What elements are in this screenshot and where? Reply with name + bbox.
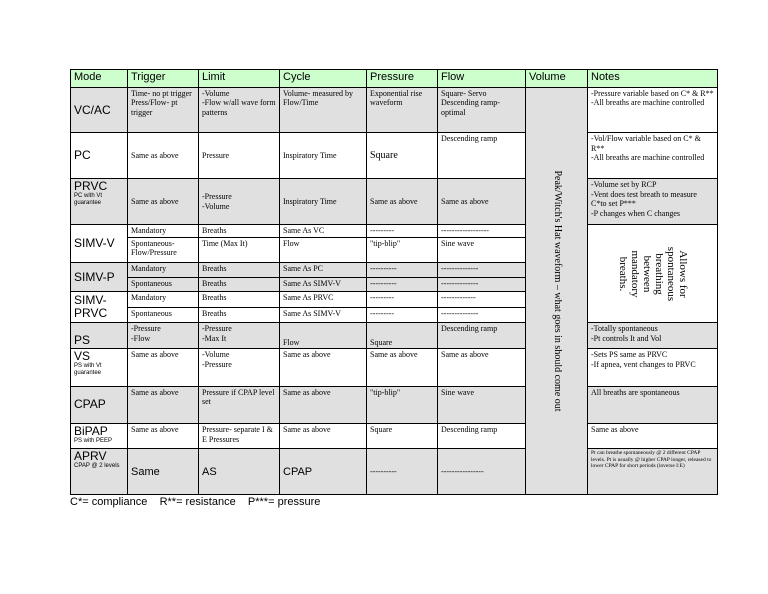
limit-cell: Pressure- separate I & E Pressures: [199, 424, 280, 449]
mode-label: APRV: [74, 449, 107, 464]
trigger-cell: Same as above: [128, 349, 199, 386]
mode-label: VS: [74, 349, 91, 364]
trigger-cell: Spontaneous: [128, 307, 199, 323]
mode-cell: SIMV-P: [71, 262, 128, 291]
row-vs: [71, 349, 718, 386]
notes-cell: Pt can breathe spontaneously @ 2 different CPAP levels. Pt is usually @ higher CPAP longer, released to lower CPAP for short periods (inverse I:E): [588, 449, 718, 495]
pressure-cell: Same as above: [367, 179, 438, 225]
mode-label: BiPAP: [74, 424, 108, 439]
volume-cell: [526, 87, 588, 494]
cycle-cell: Same As PRVC: [280, 292, 367, 308]
limit-cell: Breaths: [199, 262, 280, 277]
pressure-cell: ----------: [367, 262, 438, 277]
notes-cell: Same as above: [588, 424, 718, 449]
cycle-cell: Same as above: [280, 349, 367, 386]
pressure-cell: Square: [367, 424, 438, 449]
header-cycle: Cycle: [280, 70, 367, 88]
pressure-cell: ---------: [367, 307, 438, 323]
notes-cell: All breaths are spontaneous: [588, 386, 718, 423]
limit-cell: Breaths: [199, 292, 280, 308]
cycle-cell: Inspiratory Time: [280, 179, 367, 225]
mode-cell: CPAP: [71, 386, 128, 423]
trigger-cell: Same as above: [128, 424, 199, 449]
mode-cell: [71, 449, 128, 495]
trigger-cell: Spontaneous- Flow/Pressure: [128, 237, 199, 262]
trigger-cell: Spontaneous: [128, 277, 199, 292]
mode-cell: [71, 179, 128, 225]
header-volume: Volume: [526, 70, 588, 88]
row-simvv-1: [71, 224, 718, 237]
trigger-cell: Same: [128, 449, 199, 495]
limit-cell: Breaths: [199, 277, 280, 292]
cycle-cell: Same As PC: [280, 262, 367, 277]
notes-cell: -Volume set by RCP -Vent does test breath to measure C*to set P*** -P changes when C changes: [588, 179, 718, 225]
flow-cell: Sine wave: [438, 237, 526, 262]
limit-cell: AS: [199, 449, 280, 495]
flow-cell: Descending ramp: [438, 133, 526, 179]
cycle-cell: CPAP: [280, 449, 367, 495]
ventilator-modes-table: [70, 69, 718, 495]
trigger-cell: -Pressure -Flow: [128, 323, 199, 349]
header-flow: Flow: [438, 70, 526, 88]
mode-sublabel: CPAP @ 2 levels: [74, 463, 120, 470]
row-pc: [71, 133, 718, 179]
cycle-cell: Same as above: [280, 386, 367, 423]
cycle-cell: Same As VC: [280, 224, 367, 237]
row-cpap: [71, 386, 718, 423]
row-aprv: [71, 449, 718, 495]
volume-note: Peak/Witch's Hat waveform – what goes in should come out: [551, 170, 563, 412]
allows-cell: [588, 224, 718, 322]
header-pressure: Pressure: [367, 70, 438, 88]
cycle-cell: Same As SIMV-V: [280, 277, 367, 292]
mode-cell: PC: [71, 133, 128, 179]
cycle-cell: Inspiratory Time: [280, 133, 367, 179]
mode-cell: SIMV- PRVC: [71, 292, 128, 323]
pressure-cell: ----------: [367, 277, 438, 292]
pressure-cell: Exponential rise waveform: [367, 87, 438, 133]
mode-sublabel: PC with Vt guarantee: [74, 193, 103, 207]
flow-cell: --------------: [438, 277, 526, 292]
cycle-cell: Volume- measured by Flow/Time: [280, 87, 367, 133]
trigger-cell: Mandatory: [128, 224, 199, 237]
mode-cell: [71, 349, 128, 386]
mode-cell: [71, 424, 128, 449]
cycle-cell: Flow: [280, 323, 367, 349]
flow-cell: Descending ramp: [438, 424, 526, 449]
flow-cell: Same as above: [438, 179, 526, 225]
flow-cell: Descending ramp: [438, 323, 526, 349]
notes-cell: -Vol/Flow variable based on C* & R** -All breaths are machine controlled: [588, 133, 718, 179]
row-bipap: [71, 424, 718, 449]
row-vcac: [71, 87, 718, 133]
pressure-cell: Square: [367, 323, 438, 349]
limit-cell: -Volume -Pressure: [199, 349, 280, 386]
pressure-cell: ----------: [367, 449, 438, 495]
header-mode: Mode: [71, 70, 128, 88]
flow-cell: Same as above: [438, 349, 526, 386]
flow-cell: ----------------: [438, 449, 526, 495]
limit-cell: Time (Max It): [199, 237, 280, 262]
mode-label: PRVC: [74, 179, 108, 194]
cycle-cell: Same as above: [280, 424, 367, 449]
mode-sublabel: PS with PEEP: [74, 438, 113, 445]
trigger-cell: Same as above: [128, 133, 199, 179]
mode-sublabel: PS with Vt guarantee: [74, 363, 102, 377]
cycle-cell: Flow: [280, 237, 367, 262]
cycle-cell: Same As SIMV-V: [280, 307, 367, 323]
limit-cell: Pressure: [199, 133, 280, 179]
limit-cell: Breaths: [199, 224, 280, 237]
pressure-cell: Same as above: [367, 349, 438, 386]
flow-cell: --------------: [438, 262, 526, 277]
trigger-cell: Mandatory: [128, 262, 199, 277]
limit-cell: -Pressure -Volume: [199, 179, 280, 225]
row-ps: [71, 323, 718, 349]
footnote-legend: C*= compliance R**= resistance P***= pressure: [70, 496, 321, 508]
limit-cell: Breaths: [199, 307, 280, 323]
pressure-cell: "tip-blip": [367, 386, 438, 423]
header-limit: Limit: [199, 70, 280, 88]
pressure-cell: ---------: [367, 292, 438, 308]
notes-cell: -Pressure variable based on C* & R** -All breaths are machine controlled: [588, 87, 718, 133]
limit-cell: -Volume -Flow w/all wave form patterns: [199, 87, 280, 133]
header-trigger: Trigger: [128, 70, 199, 88]
flow-cell: Square- Servo Descending ramp- optimal: [438, 87, 526, 133]
trigger-cell: Time- no pt trigger Press/Flow- pt trigger: [128, 87, 199, 133]
notes-cell: -Sets PS same as PRVC -If apnea, vent changes to PRVC: [588, 349, 718, 386]
flow-cell: Sine wave: [438, 386, 526, 423]
trigger-cell: Mandatory: [128, 292, 199, 308]
flow-cell: --------------: [438, 307, 526, 323]
flow-cell: ------------------: [438, 224, 526, 237]
pressure-cell: Square: [367, 133, 438, 179]
allows-note: Allows for spontaneous breathing between mandatory breaths.: [616, 246, 689, 301]
row-prvc: [71, 179, 718, 225]
trigger-cell: Same as above: [128, 386, 199, 423]
mode-cell: VC/AC: [71, 87, 128, 133]
pressure-cell: ---------: [367, 224, 438, 237]
notes-cell: -Totally spontaneous -Pt controls It and Vol: [588, 323, 718, 349]
flow-cell: -------------: [438, 292, 526, 308]
header-notes: Notes: [588, 70, 718, 88]
mode-cell: SIMV-V: [71, 224, 128, 262]
limit-cell: -Pressure -Max It: [199, 323, 280, 349]
header-row: [71, 70, 718, 88]
mode-cell: PS: [71, 323, 128, 349]
pressure-cell: "tip-blip": [367, 237, 438, 262]
trigger-cell: Same as above: [128, 179, 199, 225]
limit-cell: Pressure if CPAP level set: [199, 386, 280, 423]
